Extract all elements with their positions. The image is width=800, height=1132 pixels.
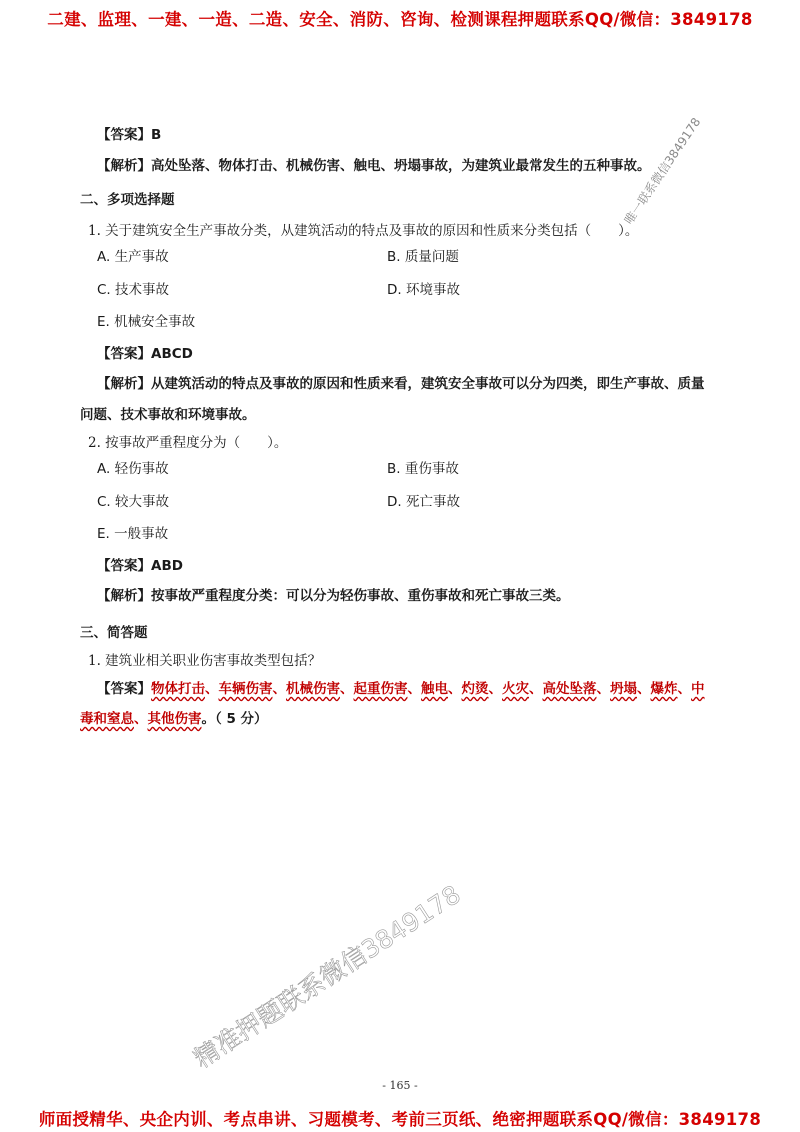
top-promo-banner: 二建、监理、一建、一造、二造、安全、消防、咨询、检测课程押题联系QQ/微信：3849178 — [47, 10, 753, 29]
question-1-stem: 1. 关于建筑安全生产事故分类，从建筑活动的特点及事故的原因和性质来分类包括（ ）。 — [88, 223, 639, 239]
question-1-analysis: 【解析】从建筑活动的特点及事故的原因和性质来看，建筑安全事故可以分为四类，即生产事故、质量 — [97, 376, 705, 392]
answer-item: 高处坠落 — [542, 681, 597, 697]
answer-item: 起重伤害 — [353, 681, 408, 697]
answer-item: 其他伤害 — [147, 711, 202, 727]
option-a: A. 生产事故 — [97, 249, 169, 265]
short-answer-line-2: 毒和窒息、其他伤害。（ 5 分） — [80, 711, 268, 727]
score-label: （ 5 分） — [215, 711, 268, 727]
question-2-stem: 2. 按事故严重程度分为（ ）。 — [88, 435, 288, 451]
page-number: - 165 - — [382, 1079, 418, 1092]
answer-item: 触电 — [421, 681, 448, 697]
option-b: B. 重伤事故 — [387, 461, 459, 477]
option-e: E. 机械安全事故 — [97, 314, 196, 330]
answer-item: 爆炸 — [650, 681, 678, 697]
question-2-answer: 【答案】ABD — [97, 558, 183, 574]
bottom-promo-banner: 师面授精华、央企内训、考点串讲、习题模考、考前三页纸、绝密押题联系QQ/微信：3849178 — [38, 1110, 762, 1129]
answer-item: 机械伤害 — [286, 681, 340, 697]
short-answer-line-1: 【答案】物体打击、车辆伤害、机械伤害、起重伤害、触电、灼烫、火灾、高处坠落、坍塌、爆炸、中 — [97, 681, 705, 697]
answer-item: 火灾 — [502, 681, 529, 697]
question-1-answer: 【答案】ABCD — [97, 346, 193, 362]
option-c: C. 较大事故 — [97, 494, 170, 510]
prev-answer: 【答案】B — [97, 127, 162, 143]
option-d: D. 死亡事故 — [387, 494, 460, 510]
answer-item: 坍塌 — [610, 681, 637, 697]
watermark-large: 精准押题联系微信3849178 — [188, 879, 466, 1074]
option-e: E. 一般事故 — [97, 526, 169, 542]
answer-item: 灼烫 — [461, 681, 489, 697]
option-d: D. 环境事故 — [387, 282, 460, 298]
section-heading-multiple-choice: 二、多项选择题 — [80, 192, 175, 208]
section-heading-short-answer: 三、简答题 — [80, 625, 148, 641]
option-c: C. 技术事故 — [97, 282, 170, 298]
prev-analysis: 【解析】高处坠落、物体打击、机械伤害、触电、坍塌事故，为建筑业最常发生的五种事故。 — [97, 158, 651, 174]
answer-item: 车辆伤害 — [218, 681, 273, 697]
question-1-analysis-cont: 问题、技术事故和环境事故。 — [80, 407, 256, 423]
watermark-small: 唯一联系微信3849178 — [621, 115, 704, 227]
answer-item: 中 — [691, 681, 705, 697]
answer-item: 物体打击 — [151, 681, 205, 697]
option-a: A. 轻伤事故 — [97, 461, 169, 477]
answer-label: 【答案】 — [97, 681, 151, 697]
option-b: B. 质量问题 — [387, 249, 459, 265]
question-2-analysis: 【解析】按事故严重程度分类：可以分为轻伤事故、重伤事故和死亡事故三类。 — [97, 588, 570, 604]
answer-item: 毒和窒息 — [80, 711, 134, 727]
short-question-1-stem: 1. 建筑业相关职业伤害事故类型包括？ — [88, 653, 322, 669]
